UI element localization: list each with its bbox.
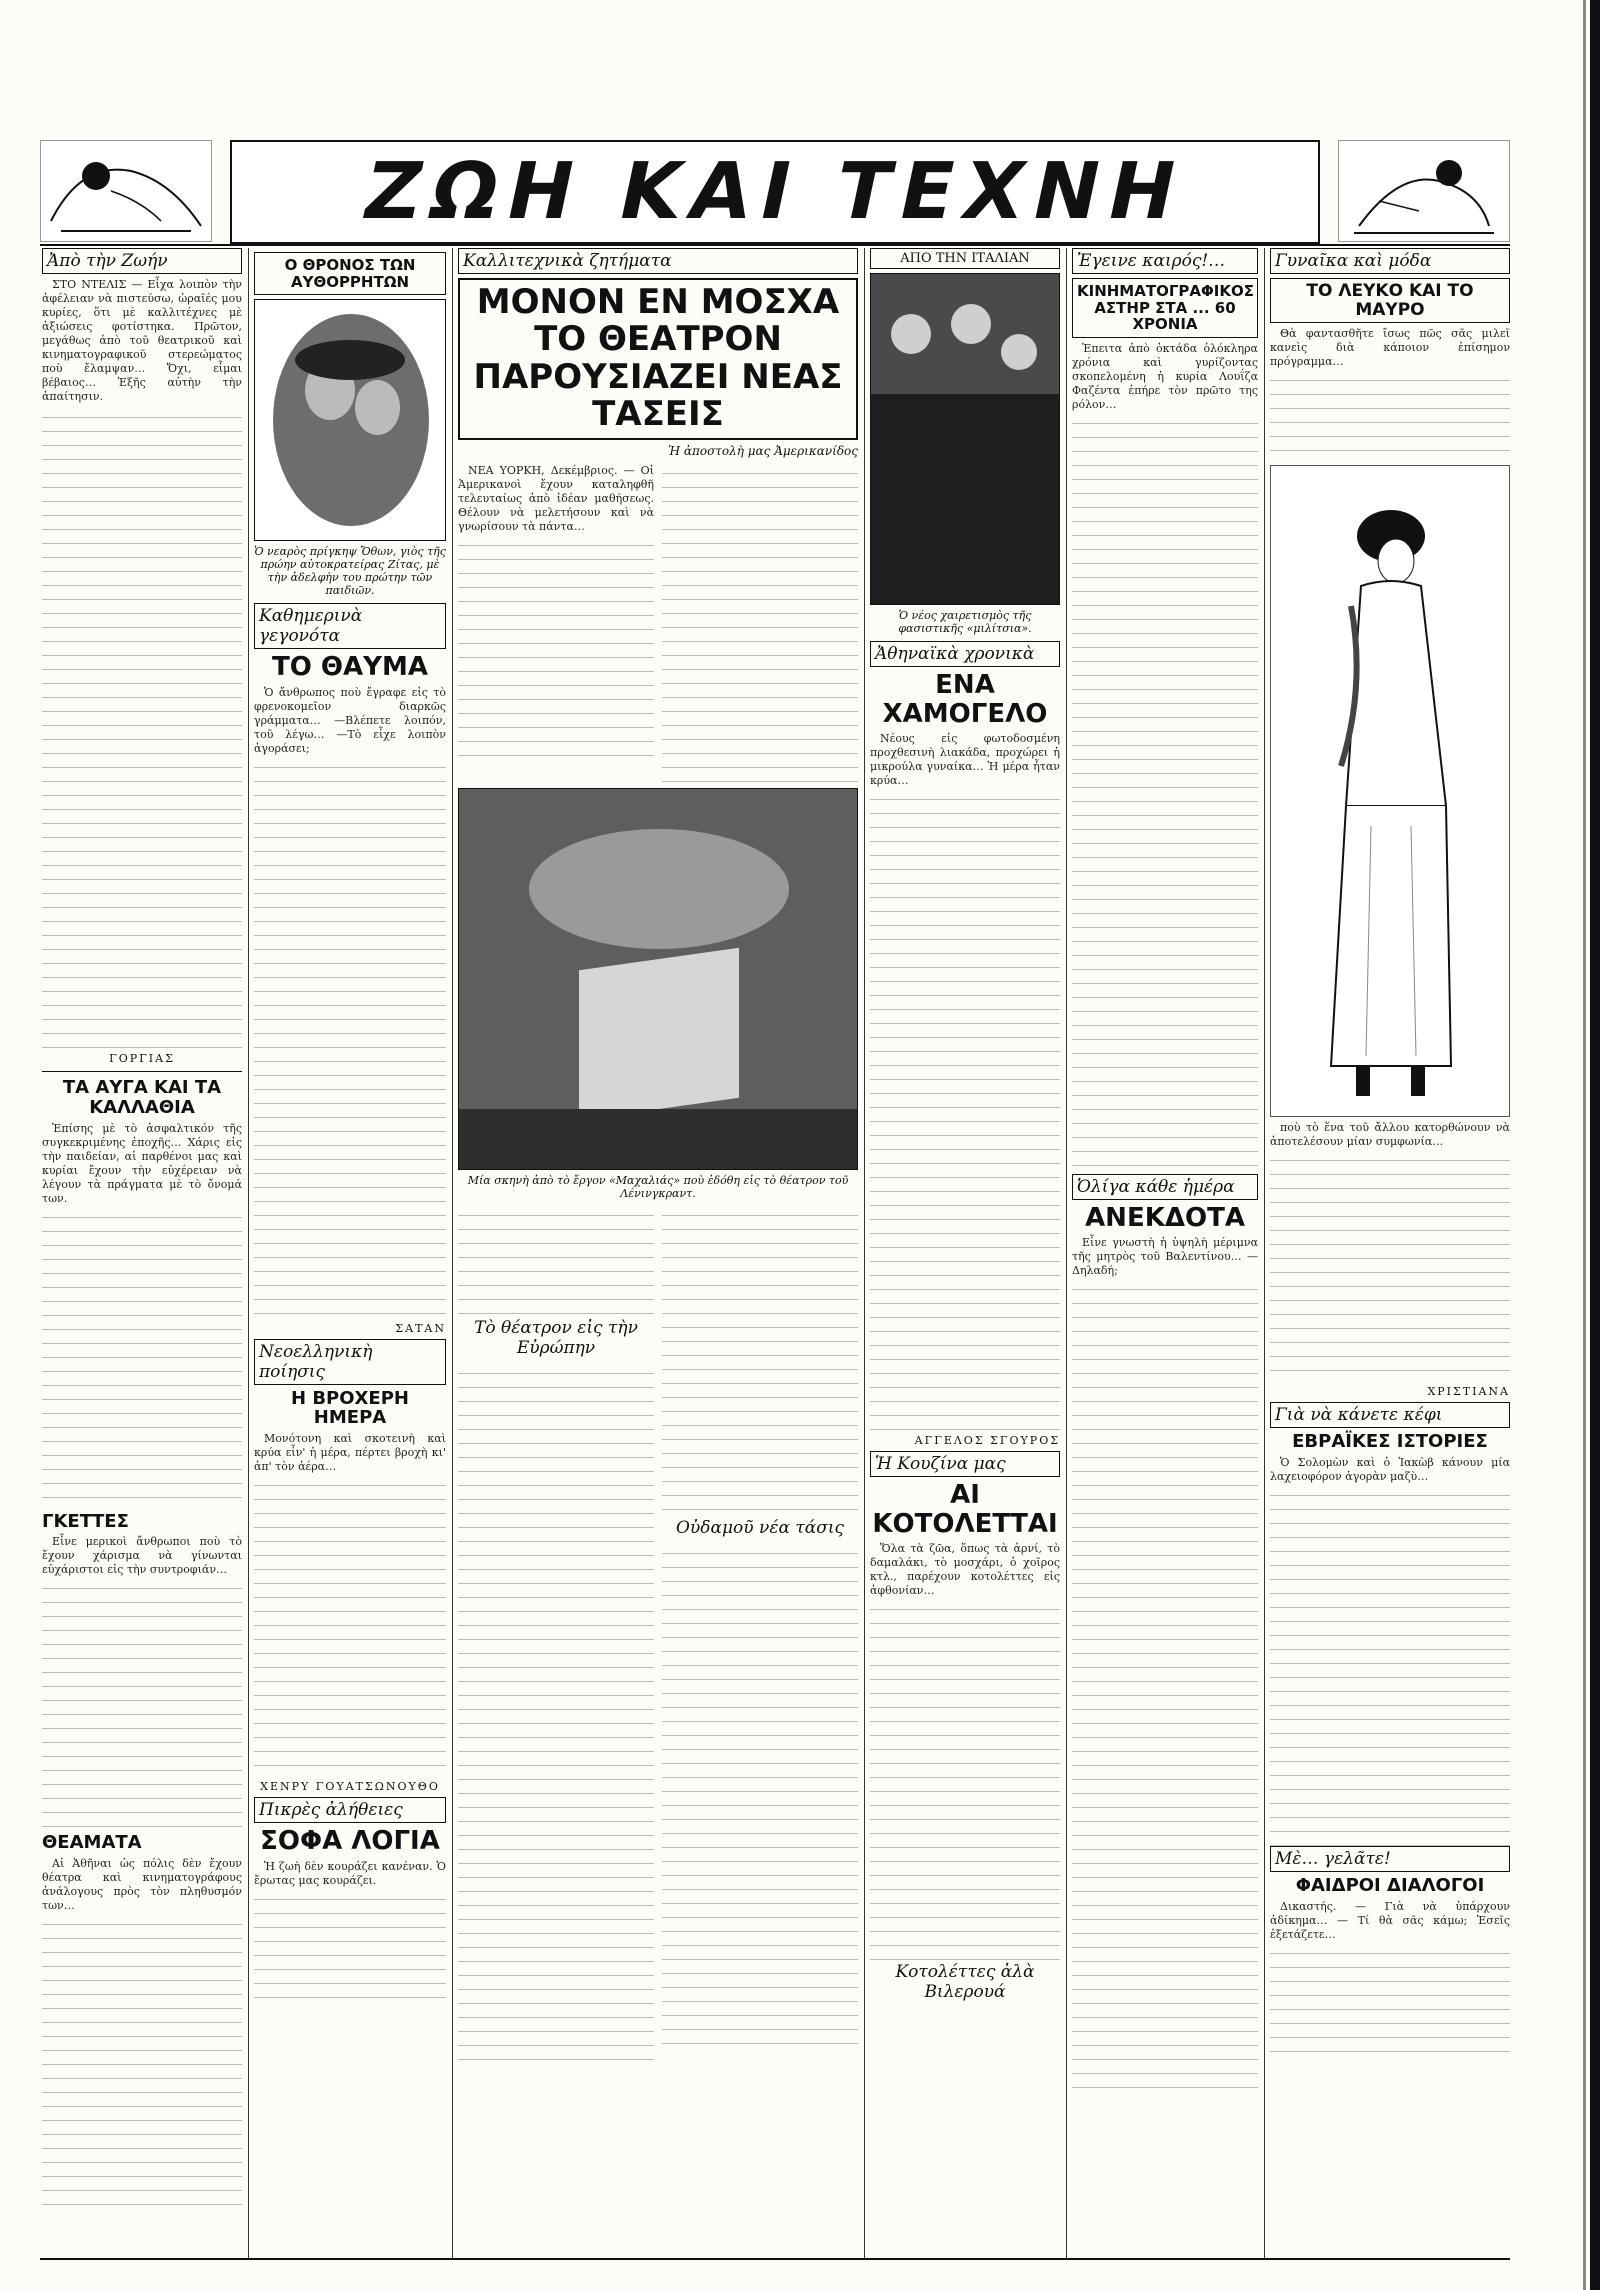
article-divider bbox=[42, 1071, 242, 1072]
article-body-filler bbox=[662, 1206, 858, 1516]
article-body: Νέους εἰς φωτοδοσμένη προχθεσινὴ λιακάδα, προχώρει ἡ μικρούλα γυναίκα… Ἡ μέρα ἦταν κρύα… bbox=[870, 732, 1060, 788]
article-headline: ΤΑ ΑΥΓΑ ΚΑΙ ΤΑ ΚΑΛΛΑΘΙΑ bbox=[62, 1077, 222, 1118]
article-headline: ΑΝΕΚΔΟΤΑ bbox=[1085, 1202, 1245, 1233]
article-headline: ΣΟΦΑ ΛΟΓΙΑ bbox=[260, 1826, 440, 1857]
poem-body-filler bbox=[254, 1476, 446, 1776]
section-kicker: Μὲ… γελᾶτε! bbox=[1270, 1846, 1510, 1872]
face bbox=[891, 314, 931, 354]
article-headline: Η ΒΡΟΧΕΡΗ ΗΜΕΡΑ bbox=[291, 1387, 409, 1429]
fashion-illustration bbox=[1270, 465, 1510, 1117]
article-body: ποὺ τὸ ἕνα τοῦ ἄλλου κατορθώνουν νὰ ἀποτελέσουν μίαν συμφωνία… bbox=[1270, 1121, 1510, 1149]
article-headline: ΑΙ ΚΟΤΟΛΕΤΤΑΙ bbox=[872, 1480, 1058, 1539]
article-body-filler bbox=[1270, 1944, 1510, 2064]
article-body-filler bbox=[1270, 1486, 1510, 1846]
photo-caption: Ὁ νέος χαιρετισμὸς τῆς φασιστικῆς «μιλίτσια». bbox=[898, 609, 1032, 635]
column-4 bbox=[870, 248, 1060, 2258]
article-headline: ΦΑΙΔΡΟΙ ΔΙΑΛΟΓΟΙ bbox=[1295, 1875, 1485, 1897]
section-kicker: Νεοελληνικὴ ποίησις bbox=[254, 1339, 446, 1385]
ground-shadow bbox=[459, 1109, 858, 1169]
section-kicker: Ἀπὸ τὴν Ζωήν bbox=[42, 248, 242, 274]
article-signature: ΑΓΓΕΛΟΣ ΣΓΟΥΡΟΣ bbox=[914, 1434, 1060, 1448]
lower-body-right bbox=[662, 1206, 858, 2064]
article-signature: ΧΡΙΣΤΙΑΝΑ bbox=[1427, 1385, 1510, 1399]
masthead bbox=[40, 140, 1510, 240]
fascist-salute-photo bbox=[870, 273, 1060, 605]
article-headline: ΤΟ ΛΕΥΚΟ ΚΑΙ ΤΟ ΜΑΥΡΟ bbox=[1270, 278, 1510, 323]
article-body-filler bbox=[1270, 371, 1510, 461]
reclining-figure-icon bbox=[41, 141, 209, 239]
article-headline: ΘΕΑΜΑΤΑ bbox=[42, 1832, 142, 1854]
lead-body-right bbox=[662, 464, 858, 784]
article-body-filler bbox=[458, 1364, 654, 2064]
article-body-filler bbox=[254, 758, 446, 1318]
theatre-photo bbox=[458, 788, 858, 1170]
section-kicker: Γυναῖκα καὶ μόδα bbox=[1270, 248, 1510, 274]
lead-body-left bbox=[458, 464, 654, 784]
child-face bbox=[355, 380, 400, 435]
lead-body-columns bbox=[458, 464, 858, 784]
column-3 bbox=[458, 248, 858, 2258]
article-body: Ἐπίσης μὲ τὸ ἀσφαλτικόν τῆς συγκεκριμένης ἐποχῆς… Χάρις εἰς τὴν παιδείαν, αἱ παρθένοι μας καὶ κυρίαι ἔχουν τὴν εὐχέρειαν νὰ λέγουν τὰ πράγματα μὲ τὸ ὄνομά των. bbox=[42, 1121, 242, 1205]
section-kicker: Ἡ Κουζίνα μας bbox=[870, 1451, 1060, 1477]
masthead-illustration-right bbox=[1338, 140, 1510, 242]
section-subhead: Τὸ θέατρον εἰς τὴν Εὐρώπην bbox=[474, 1317, 638, 1358]
masthead-rule bbox=[40, 244, 1510, 246]
fashion-figure-icon bbox=[1271, 466, 1509, 1114]
article-body: Αἱ Ἀθῆναι ὡς πόλις δὲν ἔχουν θέατρα καὶ κινηματογράφους ἀνάλογους πρὸς τὸν πληθυσμόν των… bbox=[42, 1857, 242, 1913]
section-subhead: Κοτολέττες ἀλὰ Βιλερουά bbox=[895, 1962, 1035, 2003]
article-body: Θὰ φαντασθῆτε ἴσως πῶς σᾶς μιλεῖ κανεὶς διὰ κάποιον ἐπίσημον πρόγραμμα… bbox=[1270, 327, 1510, 369]
section-kicker: Γιὰ νὰ κάνετε κέφι bbox=[1270, 1402, 1510, 1428]
article-body-filler bbox=[870, 790, 1060, 1430]
column-divider bbox=[452, 248, 453, 2258]
article-body-filler bbox=[662, 464, 858, 784]
column-6 bbox=[1270, 248, 1510, 2258]
article-body: Ἡ ζωὴ δὲν κουράζει κανέναν. Ὁ ἔρωτας μας κουράζει. bbox=[254, 1859, 446, 1887]
building-shape bbox=[579, 947, 739, 1119]
poem-signature: ΧΕΝΡΥ ΓΟΥΑΤΣΩΝΟΥΘΟ bbox=[260, 1780, 440, 1794]
article-body-filler bbox=[42, 408, 242, 1048]
article-body-filler bbox=[42, 1208, 242, 1508]
article-signature: ΓΟΡΓΙΑΣ bbox=[109, 1052, 175, 1065]
column-5 bbox=[1072, 248, 1258, 2258]
article-body: Ὁ ἄνθρωπος ποὺ ἔγραφε εἰς τὸ φρενοκομεῖον διαρκῶς γράμματα… —Βλέπετε λοιπόν, τοῦ λέγω… —Τὸ εἶχε λοιπὸν ἀγοράσει; bbox=[254, 685, 446, 755]
section-kicker: Ἐγεινε καιρός!… bbox=[1072, 248, 1258, 274]
article-body: Εἶνε μερικοὶ ἄνθρωποι ποὺ τὸ ἔχουν χάρισμα νὰ γίνωνται εὐχάριστοι εἰς τὴν συντροφιάν… bbox=[42, 1535, 242, 1577]
photo-headline: Ο ΘΡΟΝΟΣ ΤΩΝ ΑΥΘΟΡΡΗΤΩΝ bbox=[254, 252, 446, 295]
masthead-title: ΖΩΗ ΚΑΙ ΤΕΧΝΗ bbox=[355, 147, 1195, 237]
article-body-filler bbox=[1072, 414, 1258, 1174]
article-body-filler bbox=[662, 1544, 858, 2044]
uniform-shadow bbox=[871, 394, 1060, 604]
lower-body-columns bbox=[458, 1206, 858, 2064]
section-kicker: Ἀθηναϊκὰ χρονικὰ bbox=[870, 641, 1060, 667]
article-body-filler bbox=[1270, 1151, 1510, 1381]
article-body-filler bbox=[1072, 1280, 1258, 2100]
lead-headline: ΜΟΝΟΝ ΕΝ ΜΟΣΧΑ ΤΟ ΘΕΑΤΡΟΝ ΠΑΡΟΥΣΙΑΖΕΙ ΝΕΑΣ ΤΑΣΕΙΣ bbox=[458, 278, 858, 440]
article-body-filler bbox=[42, 1915, 242, 2215]
article-headline: ΓΚΕΤΤΕΣ bbox=[42, 1510, 129, 1532]
article-headline: ΕΝΑ ΧΑΜΟΓΕΛΟ bbox=[882, 670, 1048, 729]
column-divider bbox=[1264, 248, 1265, 2258]
face bbox=[951, 304, 991, 344]
footer-rule bbox=[40, 2258, 1510, 2260]
article-body: Ὁ Σολομὼν καὶ ὁ Ἰακὼβ κάνουν μία λαχειοφόρον ἀγορὰν μαζὺ… bbox=[1270, 1456, 1510, 1484]
photo-caption: Μία σκηνὴ ἀπὸ τὸ ἔργον «Μαχαλιάς» ποὺ ἐδόθη εἰς τὸ θέατρον τοῦ Λένινγκραντ. bbox=[467, 1173, 849, 1200]
section-kicker: Καθημερινὰ γεγονότα bbox=[254, 603, 446, 649]
section-subhead: Οὐδαμοῦ νέα τάσις bbox=[675, 1517, 845, 1538]
masthead-illustration-left bbox=[40, 140, 212, 242]
article-headline: ΕΒΡΑΪΚΕΣ ΙΣΤΟΡΙΕΣ bbox=[1292, 1431, 1488, 1453]
column-2 bbox=[254, 248, 446, 2258]
article-body-filler bbox=[458, 1206, 654, 1316]
section-kicker: Ὀλίγα κάθε ἡμέρα bbox=[1072, 1174, 1258, 1200]
article-body: Ἐπειτα ἀπὸ ὀκτάδα ὁλόκληρα χρόνια καὶ γυρίζοντας σκοπελομένη ἡ κυρία Λουΐζα Φαζέντα ἐπήρε τὸν πρῶτο της ρόλον… bbox=[1072, 341, 1258, 411]
article-signature: ΣΑΤΑΝ bbox=[395, 1321, 446, 1335]
article-body: Ὅλα τὰ ζῶα, ὅπως τὰ ἀρνί, τὸ δαμαλάκι, τὸ μοσχάρι, ὁ χοῖρος κτλ., παρέχουν κοτολέττες εἰς ἀφθονίαν… bbox=[870, 1542, 1060, 1598]
article-body-filler bbox=[458, 536, 654, 766]
article-body-filler bbox=[870, 1600, 1060, 1960]
article-body: Δικαστής. — Γιὰ νὰ ὑπάρχουν ἀδίκημα… — Τί θὰ σᾶς κάμω; Ἐσεῖς ἐξετάζετε… bbox=[1270, 1899, 1510, 1941]
column-divider bbox=[864, 248, 865, 2258]
column-divider bbox=[248, 248, 249, 2258]
hair-shadow bbox=[295, 340, 405, 380]
section-kicker: Πικρὲς ἀλήθειες bbox=[254, 1797, 446, 1823]
article-body-filler bbox=[254, 1890, 446, 2010]
scan-edge-line bbox=[1583, 0, 1586, 2290]
column-1 bbox=[42, 248, 242, 2258]
article-byline: Ἡ ἀποστολὴ μας Ἀμερικανίδος bbox=[668, 443, 858, 458]
photo-caption: Ὁ νεαρὸς πρίγκηψ Ὄθων, γιὸς τῆς πρώην αὐτοκρατείρας Ζίτας, μὲ τὴν ἀδελφὴν του πρώτην τῶν παιδιῶν. bbox=[254, 545, 446, 597]
poem-body: Μονότονη καὶ σκοτεινὴ καὶ κρύα εἶν' ἡ μέρα, πέρτει βροχὴ κι' ἀπ' τὸν ἀέρα… bbox=[254, 1432, 446, 1474]
column-divider bbox=[1066, 248, 1067, 2258]
article-body-filler bbox=[42, 1579, 242, 1829]
portrait-photo bbox=[254, 299, 446, 541]
sky-light bbox=[529, 829, 789, 949]
article-headline: ΤΟ ΘΑΥΜΑ bbox=[272, 652, 428, 682]
lower-body-left bbox=[458, 1206, 654, 2064]
article-body: Εἶνε γνωστὴ ἡ ὑψηλὴ μέριμνα τῆς μητρὸς τοῦ Βαλεντίνου… —Δηλαδή; bbox=[1072, 1236, 1258, 1278]
article-headline: ΚΙΝΗΜΑΤΟΓΡΑΦΙΚΟΣ ΑΣΤΗΡ ΣΤΑ ... 60 ΧΡΟΝΙΑ bbox=[1072, 278, 1258, 338]
seated-figure-icon bbox=[1339, 141, 1507, 239]
face bbox=[1001, 334, 1037, 370]
section-kicker: Καλλιτεχνικὰ ζητήματα bbox=[458, 248, 858, 274]
section-kicker: ΑΠΟ ΤΗΝ ΙΤΑΛΙΑΝ bbox=[870, 248, 1060, 269]
masthead-title-box bbox=[230, 140, 1320, 244]
article-body: ΝΕΑ ΥΟΡΚΗ, Δεκέμβριος. — Οἱ Ἀμερικανοὶ ἔχουν καταληφθῆ τελευταίως ἀπὸ ἰδέαν μαθήσεως. Θέλουν νὰ μελετήσουν καὶ νὰ γνωρίσουν τὰ πάντα… bbox=[458, 463, 654, 533]
article-body: ΣΤΟ ΝΤΕΛΙΣ — Εἶχα λοιπὸν τὴν ἀφέλειαν νὰ πιστεύσω, ὡραῖές μου κυρίες, ὅτι μὲ καλλιτέχνες μὲ ἀξιώσεις φοτίστηκα. Πρῶτον, μεγάθως ἀπὸ τοῦ θεατρικοῦ καὶ κινηματογραφικοῦ στερεώματος ποὺ ἔλαμψαν… Ὄχι, εἶμαι βέβαιος… Ἐξῆς αὐτὴν τὴν ἀπαίτησιν. bbox=[42, 278, 242, 403]
scan-edge bbox=[1590, 0, 1600, 2290]
